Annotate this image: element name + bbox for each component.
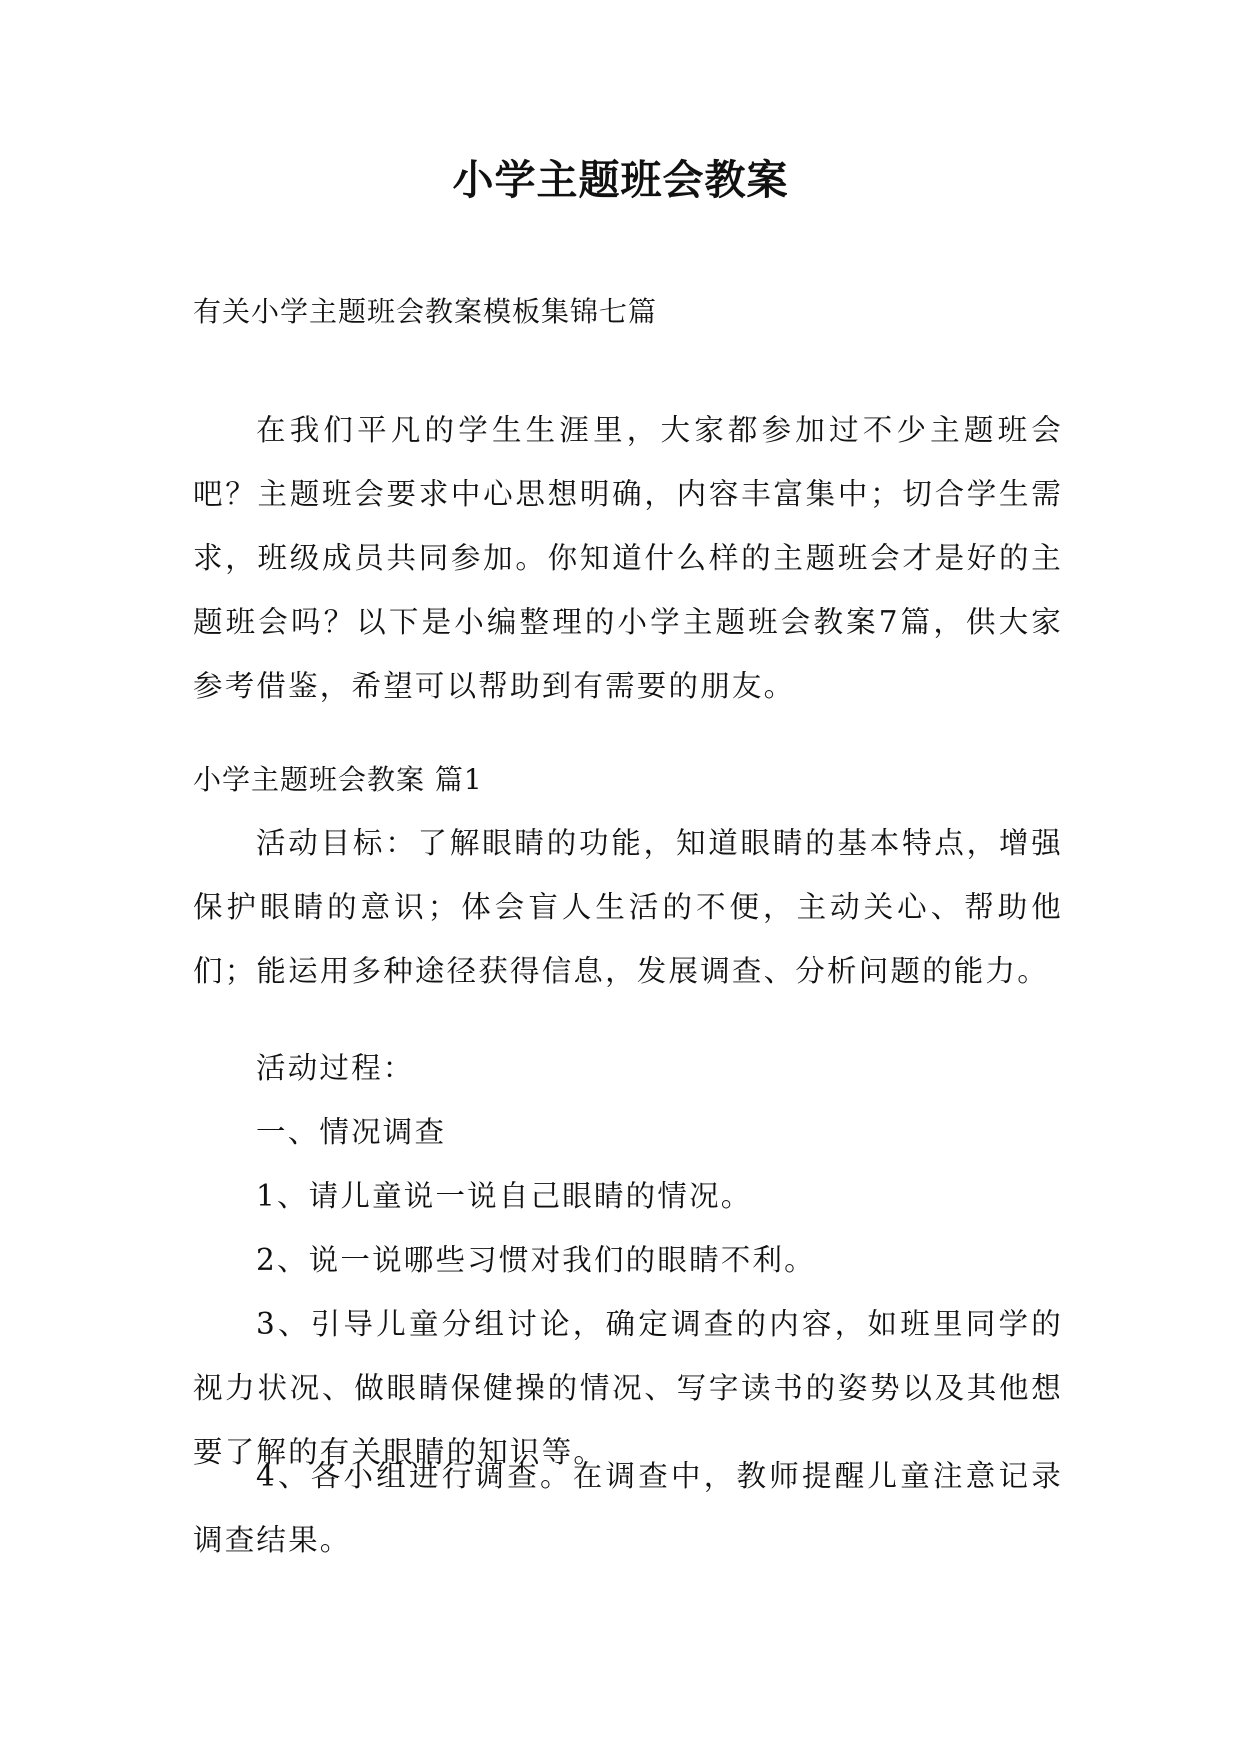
list-item: 2、说一说哪些习惯对我们的眼睛不利。	[256, 1243, 816, 1277]
list-item: 1、请儿童说一说自己眼睛的情况。	[256, 1179, 753, 1213]
document-title: 小学主题班会教案	[452, 156, 789, 204]
activity-process-label: 活动过程：	[256, 1051, 415, 1085]
document-subtitle: 有关小学主题班会教案模板集锦七篇	[193, 295, 658, 328]
list-item: 4、各小组进行调查。在调查中，教师提醒儿童注意记录调查结果。	[193, 1459, 1063, 1557]
step-heading: 一、情况调查	[256, 1115, 447, 1149]
list-item: 3、引导儿童分组讨论，确定调查的内容，如班里同学的视力状况、做眼睛保健操的情况、写字读书的姿势以及其他想要了解的有关眼睛的知识等。	[193, 1307, 1063, 1469]
section-heading: 小学主题班会教案 篇1	[193, 763, 483, 796]
intro-paragraph: 在我们平凡的学生生涯里，大家都参加过不少主题班会吧？主题班会要求中心思想明确，内容丰富集中；切合学生需求，班级成员共同参加。你知道什么样的主题班会才是好的主题班会吗？以下是小编整理的小学主题班会教案7篇，供大家参考借鉴，希望可以帮助到有需要的朋友。	[193, 413, 1063, 703]
activity-goal-paragraph: 活动目标：了解眼睛的功能，知道眼睛的基本特点，增强保护眼睛的意识；体会盲人生活的不便，主动关心、帮助他们；能运用多种途径获得信息，发展调查、分析问题的能力。	[193, 826, 1063, 988]
